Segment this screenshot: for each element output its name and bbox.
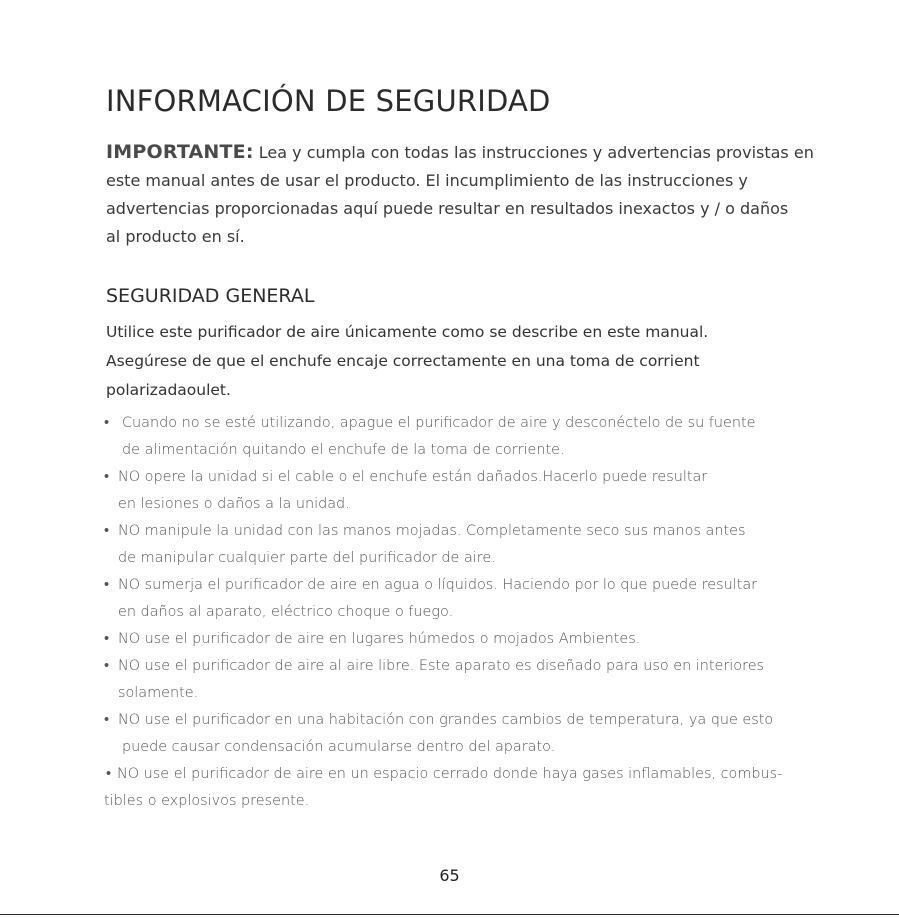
bullet-dot: • — [104, 631, 110, 647]
bullet-line: NO sumerja el purificador de aire en agua o líquidos. Haciendo por lo que puede resultar — [118, 577, 758, 593]
bullet-line: en lesiones o daños a la unidad. — [118, 496, 350, 512]
bullet-line: solamente. — [118, 685, 199, 701]
bullet-dot: • — [104, 712, 110, 728]
bullet-line: de alimentación quitando el enchufe de la toma de corriente. — [122, 442, 565, 458]
bullet-dot: • — [104, 469, 110, 485]
page-title: INFORMACIÓN DE SEGURIDAD — [106, 84, 551, 118]
important-label: IMPORTANTE: — [106, 141, 254, 163]
bullet-line: de manipular cualquier parte del purificador de aire. — [118, 550, 496, 566]
intro-line-1: Utilice este purificador de aire únicamente como se describe en este manual. — [106, 323, 709, 341]
bullet-dot: • — [104, 577, 110, 593]
important-line-4: al producto en sí. — [106, 227, 245, 246]
important-line-3: advertencias proporcionadas aquí puede resultar en resultados inexactos y / o daños — [106, 199, 789, 218]
bullet-dot: • — [104, 658, 110, 674]
footer-divider — [0, 914, 899, 915]
bullet-line: NO use el purificador de aire en lugares húmedos o mojados Ambientes. — [118, 631, 641, 647]
bullet-line: NO use el purificador de aire en un espacio cerrado donde haya gases inflamables, combus- — [117, 766, 783, 782]
section-title-general-safety: SEGURIDAD GENERAL — [106, 285, 315, 307]
bullet-line: NO use el purificador en una habitación con grandes cambios de temperatura, ya que esto — [118, 712, 774, 728]
important-line-2: este manual antes de usar el producto. El incumplimiento de las instrucciones y — [106, 171, 748, 190]
bullet-line: tibles o explosivos presente. — [104, 793, 310, 809]
bullet-line: en daños al aparato, eléctrico choque o fuego. — [118, 604, 454, 620]
page-number: 65 — [439, 866, 460, 885]
bullet-dot: • — [106, 766, 112, 782]
bullet-dot: • — [104, 523, 110, 539]
intro-line-2: Asegúrese de que el enchufe encaje correctamente en una toma de corrient — [106, 352, 700, 370]
bullet-line: NO manipule la unidad con las manos mojadas. Completamente seco sus manos antes — [118, 523, 746, 539]
bullet-line: puede causar condensación acumularse dentro del aparato. — [122, 739, 556, 755]
intro-line-3: polarizadaoulet. — [106, 381, 231, 399]
bullet-line: NO use el purificador de aire al aire libre. Este aparato es diseñado para uso en interiores — [118, 658, 765, 674]
bullet-line: Cuando no se esté utilizando, apague el purificador de aire y desconéctelo de su fuente — [122, 415, 756, 431]
bullet-dot: • — [104, 415, 110, 431]
important-notice — [106, 138, 846, 251]
intro-paragraph — [106, 318, 846, 405]
bullet-line: NO opere la unidad si el cable o el enchufe están dañados.Hacerlo puede resultar — [118, 469, 708, 485]
important-line-1: Lea y cumpla con todas las instrucciones y advertencias provistas en — [253, 143, 814, 162]
